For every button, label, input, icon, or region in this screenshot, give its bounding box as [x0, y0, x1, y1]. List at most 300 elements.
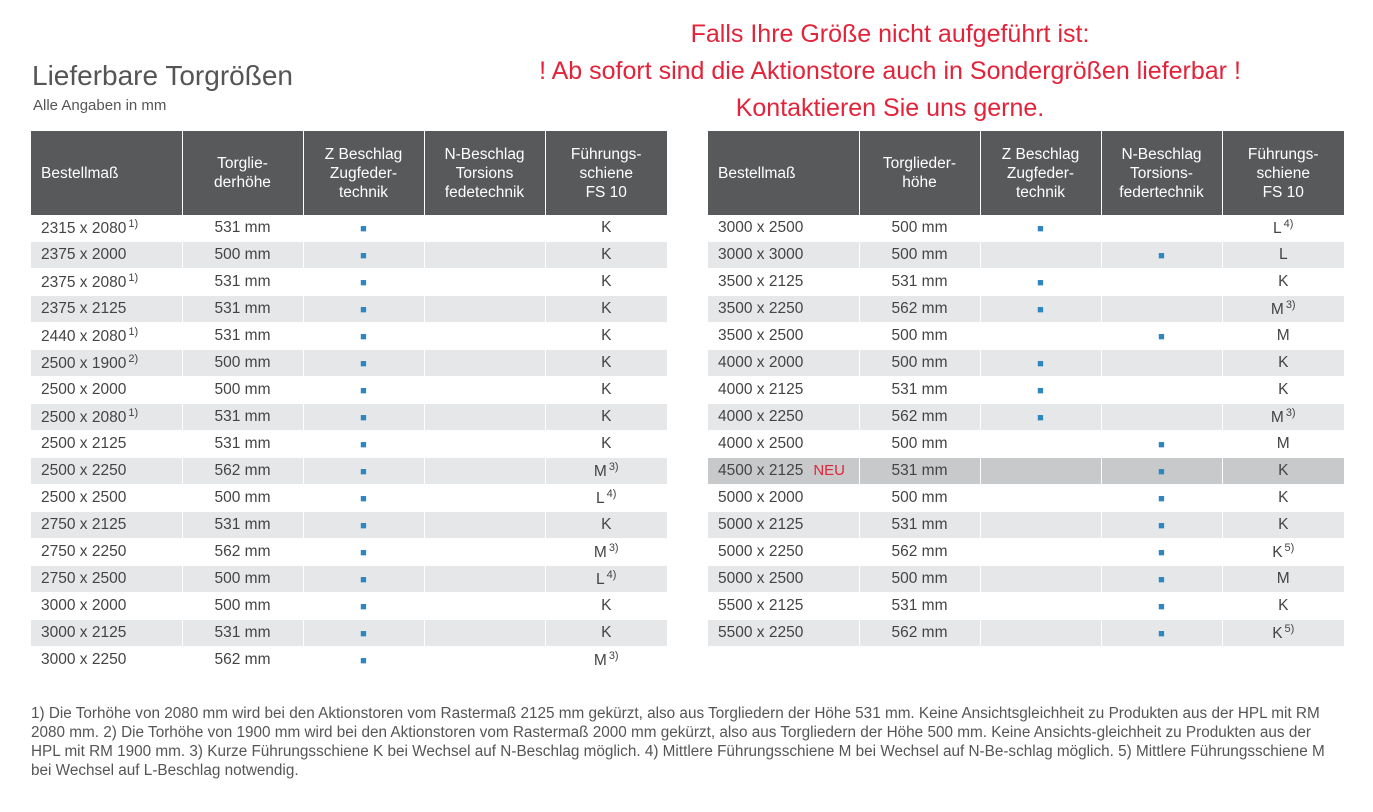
rail-footnote-ref: 5) — [1284, 623, 1295, 635]
segment-height-cell — [182, 620, 303, 647]
rail-value: K — [601, 381, 612, 398]
segment-height-cell — [859, 269, 980, 296]
table-row — [31, 485, 667, 512]
rail-footnote-ref: 3) — [608, 650, 619, 662]
n-fitting-cell — [424, 215, 545, 242]
availability-mark: ■ — [1158, 331, 1165, 343]
table-row — [31, 620, 667, 647]
z-fitting-cell — [303, 269, 424, 296]
availability-mark: ■ — [360, 547, 367, 559]
size-value: 3000 x 2125 — [41, 624, 127, 641]
rail-cell — [545, 620, 667, 647]
segment-height-value: 500 mm — [214, 597, 271, 614]
table-row — [708, 377, 1344, 404]
segment-height-cell — [859, 404, 980, 431]
segment-height-cell — [859, 242, 980, 269]
rail-footnote-ref: 3) — [608, 542, 619, 554]
column-header: Führungs- schiene FS 10 — [1222, 131, 1344, 215]
rail-cell — [545, 404, 667, 431]
rail-value: K — [601, 219, 612, 236]
size-value: 2500 x 1900 — [41, 355, 127, 372]
size-value: 4500 x 2125 — [718, 462, 804, 479]
table-row — [708, 539, 1344, 566]
size-cell — [708, 512, 859, 539]
table-row — [708, 404, 1344, 431]
rail-value: M — [593, 652, 607, 669]
segment-height-value: 562 mm — [214, 543, 271, 560]
size-cell — [708, 458, 859, 485]
n-fitting-cell — [1101, 215, 1222, 242]
availability-mark: ■ — [360, 628, 367, 640]
segment-height-value: 500 mm — [891, 246, 948, 263]
segment-height-value: 531 mm — [214, 408, 271, 425]
rail-cell — [1222, 593, 1344, 620]
table-row — [31, 593, 667, 620]
size-value: 2315 x 2080 — [41, 220, 127, 237]
table-row — [708, 485, 1344, 512]
size-footnote-ref: 1) — [128, 407, 139, 419]
rail-cell — [1222, 404, 1344, 431]
n-fitting-cell — [424, 566, 545, 593]
promo-line: Kontaktieren Sie uns gerne. — [735, 94, 1045, 122]
size-cell — [708, 377, 859, 404]
rail-cell — [545, 485, 667, 512]
segment-height-value: 500 mm — [891, 354, 948, 371]
rail-cell — [1222, 377, 1344, 404]
table-row — [31, 215, 667, 242]
table-row — [708, 620, 1344, 647]
z-fitting-cell — [980, 485, 1101, 512]
promo-notice — [440, 16, 1340, 127]
table-row — [31, 539, 667, 566]
size-value: 5000 x 2250 — [718, 543, 804, 560]
size-value: 2375 x 2080 — [41, 274, 127, 291]
size-value: 2500 x 2250 — [41, 462, 127, 479]
availability-mark: ■ — [360, 304, 367, 316]
rail-value: K — [601, 273, 612, 290]
z-fitting-cell — [303, 323, 424, 350]
z-fitting-cell — [303, 431, 424, 458]
rail-cell — [1222, 431, 1344, 458]
segment-height-cell — [859, 296, 980, 323]
rail-footnote-ref: 3) — [1285, 407, 1296, 419]
n-fitting-cell — [424, 323, 545, 350]
n-fitting-cell — [1101, 404, 1222, 431]
n-fitting-cell — [1101, 431, 1222, 458]
table-row — [708, 512, 1344, 539]
rail-value: L — [1278, 246, 1288, 263]
segment-height-cell — [182, 431, 303, 458]
size-cell — [708, 269, 859, 296]
rail-value: M — [1270, 301, 1284, 318]
segment-height-cell — [182, 377, 303, 404]
rail-cell — [545, 296, 667, 323]
table-row — [31, 350, 667, 377]
rail-cell — [1222, 296, 1344, 323]
z-fitting-cell — [980, 269, 1101, 296]
availability-mark: ■ — [1158, 466, 1165, 478]
rail-value: L — [596, 490, 605, 507]
size-cell — [31, 242, 182, 269]
availability-mark: ■ — [360, 412, 367, 424]
rail-value: M — [1270, 409, 1284, 426]
availability-mark: ■ — [360, 493, 367, 505]
size-cell — [708, 593, 859, 620]
size-cell — [708, 620, 859, 647]
size-value: 2750 x 2500 — [41, 570, 127, 587]
rail-value: K — [1272, 625, 1283, 642]
n-fitting-cell — [1101, 620, 1222, 647]
table-row — [708, 566, 1344, 593]
availability-mark: ■ — [1158, 601, 1165, 613]
segment-height-cell — [182, 269, 303, 296]
z-fitting-cell — [303, 647, 424, 674]
size-value: 2500 x 2125 — [41, 435, 127, 452]
z-fitting-cell — [303, 566, 424, 593]
n-fitting-cell — [424, 404, 545, 431]
table-row — [708, 593, 1344, 620]
size-value: 2375 x 2000 — [41, 246, 127, 263]
n-fitting-cell — [424, 350, 545, 377]
rail-footnote-ref: 4) — [606, 569, 617, 581]
segment-height-cell — [182, 242, 303, 269]
n-fitting-cell — [1101, 242, 1222, 269]
z-fitting-cell — [303, 242, 424, 269]
size-cell — [31, 566, 182, 593]
z-fitting-cell — [980, 431, 1101, 458]
segment-height-cell — [182, 485, 303, 512]
size-cell — [31, 296, 182, 323]
page-title: Lieferbare Torgrößen — [32, 60, 293, 91]
n-fitting-cell — [1101, 377, 1222, 404]
size-value: 5000 x 2125 — [718, 516, 804, 533]
z-fitting-cell — [303, 620, 424, 647]
rail-value: L — [596, 571, 605, 588]
rail-cell — [545, 350, 667, 377]
size-value: 5500 x 2125 — [718, 597, 804, 614]
availability-mark: ■ — [360, 223, 367, 235]
availability-mark: ■ — [1158, 520, 1165, 532]
table-row — [708, 242, 1344, 269]
rail-value: K — [601, 408, 612, 425]
z-fitting-cell — [980, 377, 1101, 404]
segment-height-value: 500 mm — [214, 354, 271, 371]
rail-footnote-ref: 5) — [1284, 542, 1295, 554]
segment-height-cell — [859, 458, 980, 485]
size-footnote-ref: 1) — [128, 326, 139, 338]
rail-cell — [545, 539, 667, 566]
z-fitting-cell — [303, 350, 424, 377]
availability-mark: ■ — [1158, 574, 1165, 586]
segment-height-value: 531 mm — [891, 273, 948, 290]
rail-value: K — [601, 327, 612, 344]
rail-value: M — [593, 463, 607, 480]
n-fitting-cell — [424, 593, 545, 620]
size-cell — [31, 512, 182, 539]
table-row — [31, 404, 667, 431]
size-cell — [31, 350, 182, 377]
size-value: 2375 x 2125 — [41, 300, 127, 317]
size-cell — [708, 431, 859, 458]
n-fitting-cell — [1101, 269, 1222, 296]
size-cell — [708, 323, 859, 350]
size-value: 2500 x 2500 — [41, 489, 127, 506]
segment-height-value: 531 mm — [214, 624, 271, 641]
rail-value: K — [601, 435, 612, 452]
rail-value: K — [1278, 489, 1289, 506]
rail-cell — [545, 242, 667, 269]
availability-mark: ■ — [1037, 304, 1044, 316]
n-fitting-cell — [1101, 458, 1222, 485]
availability-mark: ■ — [1037, 277, 1044, 289]
segment-height-value: 500 mm — [891, 435, 948, 452]
size-value: 3000 x 2500 — [718, 219, 804, 236]
availability-mark: ■ — [360, 358, 367, 370]
size-value: 4000 x 2125 — [718, 381, 804, 398]
availability-mark: ■ — [360, 655, 367, 667]
segment-height-cell — [182, 458, 303, 485]
rail-value: K — [601, 246, 612, 263]
z-fitting-cell — [980, 404, 1101, 431]
rail-cell — [545, 215, 667, 242]
table-row — [31, 458, 667, 485]
segment-height-cell — [182, 350, 303, 377]
size-cell — [31, 539, 182, 566]
rail-value: M — [1276, 570, 1290, 587]
n-fitting-cell — [1101, 296, 1222, 323]
segment-height-cell — [859, 215, 980, 242]
rail-cell — [545, 431, 667, 458]
availability-mark: ■ — [360, 466, 367, 478]
n-fitting-cell — [424, 269, 545, 296]
segment-height-cell — [859, 377, 980, 404]
n-fitting-cell — [424, 512, 545, 539]
rail-cell — [545, 647, 667, 674]
table-row — [31, 296, 667, 323]
segment-height-value: 500 mm — [891, 570, 948, 587]
rail-value: K — [601, 624, 612, 641]
size-footnote-ref: 1) — [128, 218, 139, 230]
availability-mark: ■ — [1037, 358, 1044, 370]
rail-value: K — [601, 300, 612, 317]
z-fitting-cell — [980, 350, 1101, 377]
table-row — [31, 242, 667, 269]
segment-height-cell — [859, 512, 980, 539]
n-fitting-cell — [424, 431, 545, 458]
rail-cell — [545, 269, 667, 296]
z-fitting-cell — [980, 323, 1101, 350]
segment-height-value: 500 mm — [891, 327, 948, 344]
rail-value: K — [601, 516, 612, 533]
z-fitting-cell — [303, 215, 424, 242]
n-fitting-cell — [1101, 323, 1222, 350]
segment-height-cell — [182, 539, 303, 566]
rail-cell — [545, 593, 667, 620]
segment-height-cell — [859, 566, 980, 593]
rail-cell — [1222, 485, 1344, 512]
rail-value: K — [1278, 273, 1289, 290]
segment-height-value: 500 mm — [891, 489, 948, 506]
rail-value: K — [1278, 462, 1289, 479]
rail-value: K — [1272, 544, 1283, 561]
table-row — [708, 215, 1344, 242]
n-fitting-cell — [1101, 485, 1222, 512]
column-header: Torglie- derhöhe — [182, 131, 303, 215]
n-fitting-cell — [1101, 512, 1222, 539]
segment-height-value: 562 mm — [891, 624, 948, 641]
size-table-left — [31, 131, 667, 674]
rail-footnote-ref: 3) — [1285, 299, 1296, 311]
segment-height-cell — [182, 512, 303, 539]
table-row — [31, 377, 667, 404]
z-fitting-cell — [980, 296, 1101, 323]
segment-height-cell — [859, 431, 980, 458]
availability-mark: ■ — [1037, 223, 1044, 235]
n-fitting-cell — [1101, 593, 1222, 620]
n-fitting-cell — [424, 539, 545, 566]
segment-height-value: 562 mm — [891, 300, 948, 317]
segment-height-cell — [182, 404, 303, 431]
page-subtitle: Alle Angaben in mm — [33, 97, 167, 114]
availability-mark: ■ — [360, 331, 367, 343]
rail-cell — [1222, 539, 1344, 566]
size-cell — [31, 458, 182, 485]
availability-mark: ■ — [360, 520, 367, 532]
column-header: Z Beschlag Zugfeder- technik — [980, 131, 1101, 215]
size-value: 2500 x 2000 — [41, 381, 127, 398]
rail-cell — [545, 512, 667, 539]
size-cell — [708, 350, 859, 377]
table-row — [708, 269, 1344, 296]
n-fitting-cell — [424, 242, 545, 269]
segment-height-value: 500 mm — [214, 570, 271, 587]
size-value: 2500 x 2080 — [41, 409, 127, 426]
segment-height-value: 531 mm — [891, 516, 948, 533]
promo-line: Falls Ihre Größe nicht aufgeführt ist: — [690, 20, 1090, 48]
size-value: 4000 x 2250 — [718, 408, 804, 425]
rail-cell — [1222, 269, 1344, 296]
segment-height-cell — [859, 485, 980, 512]
n-fitting-cell — [424, 377, 545, 404]
rail-cell — [545, 323, 667, 350]
rail-footnote-ref: 3) — [608, 461, 619, 473]
size-cell — [31, 431, 182, 458]
segment-height-cell — [182, 566, 303, 593]
size-cell — [31, 593, 182, 620]
segment-height-cell — [859, 539, 980, 566]
segment-height-value: 531 mm — [214, 435, 271, 452]
segment-height-value: 500 mm — [214, 489, 271, 506]
size-cell — [708, 296, 859, 323]
z-fitting-cell — [303, 458, 424, 485]
segment-height-value: 500 mm — [214, 381, 271, 398]
column-header: N-Beschlag Torsions fedetechnik — [424, 131, 545, 215]
rail-cell — [545, 377, 667, 404]
rail-cell — [545, 458, 667, 485]
size-value: 2750 x 2250 — [41, 543, 127, 560]
segment-height-value: 531 mm — [214, 327, 271, 344]
table-row — [31, 512, 667, 539]
table-row — [708, 296, 1344, 323]
segment-height-cell — [859, 620, 980, 647]
rail-value: M — [1276, 435, 1290, 452]
n-fitting-cell — [1101, 566, 1222, 593]
z-fitting-cell — [980, 620, 1101, 647]
availability-mark: ■ — [1158, 439, 1165, 451]
z-fitting-cell — [303, 512, 424, 539]
rail-value: K — [601, 354, 612, 371]
size-value: 5500 x 2250 — [718, 624, 804, 641]
size-value: 3000 x 2000 — [41, 597, 127, 614]
table-row — [708, 350, 1344, 377]
rail-cell — [1222, 458, 1344, 485]
rail-value: K — [1278, 381, 1289, 398]
n-fitting-cell — [424, 620, 545, 647]
segment-height-cell — [859, 350, 980, 377]
size-cell — [708, 215, 859, 242]
size-cell — [708, 404, 859, 431]
availability-mark: ■ — [360, 250, 367, 262]
n-fitting-cell — [1101, 350, 1222, 377]
table-row — [31, 269, 667, 296]
rail-value: M — [1276, 327, 1290, 344]
table-row — [31, 323, 667, 350]
rail-value: K — [1278, 597, 1289, 614]
segment-height-value: 531 mm — [214, 219, 271, 236]
rail-footnote-ref: 4) — [606, 488, 617, 500]
size-cell — [708, 539, 859, 566]
segment-height-value: 531 mm — [214, 300, 271, 317]
size-value: 4000 x 2000 — [718, 354, 804, 371]
column-header: N-Beschlag Torsions- federtechnik — [1101, 131, 1222, 215]
size-value: 5000 x 2500 — [718, 570, 804, 587]
table-row — [708, 458, 1344, 485]
column-header: Bestellmaß — [31, 131, 182, 215]
n-fitting-cell — [424, 296, 545, 323]
size-cell — [31, 269, 182, 296]
size-table-right — [708, 131, 1344, 647]
segment-height-value: 531 mm — [891, 462, 948, 479]
n-fitting-cell — [424, 458, 545, 485]
table-header-row — [708, 131, 1344, 215]
size-cell — [31, 323, 182, 350]
size-value: 3500 x 2125 — [718, 273, 804, 290]
availability-mark: ■ — [360, 277, 367, 289]
z-fitting-cell — [980, 539, 1101, 566]
segment-height-cell — [859, 593, 980, 620]
z-fitting-cell — [980, 512, 1101, 539]
rail-value: K — [1278, 354, 1289, 371]
z-fitting-cell — [303, 485, 424, 512]
rail-cell — [1222, 350, 1344, 377]
size-value: 2750 x 2125 — [41, 516, 127, 533]
size-value: 4000 x 2500 — [718, 435, 804, 452]
z-fitting-cell — [980, 215, 1101, 242]
segment-height-value: 562 mm — [214, 462, 271, 479]
availability-mark: ■ — [1158, 250, 1165, 262]
table-row — [31, 566, 667, 593]
z-fitting-cell — [980, 593, 1101, 620]
rail-cell — [1222, 242, 1344, 269]
size-cell — [31, 404, 182, 431]
z-fitting-cell — [303, 296, 424, 323]
segment-height-value: 500 mm — [891, 219, 948, 236]
segment-height-value: 562 mm — [891, 408, 948, 425]
rail-cell — [1222, 566, 1344, 593]
availability-mark: ■ — [360, 601, 367, 613]
table-row — [31, 431, 667, 458]
rail-value: K — [601, 597, 612, 614]
